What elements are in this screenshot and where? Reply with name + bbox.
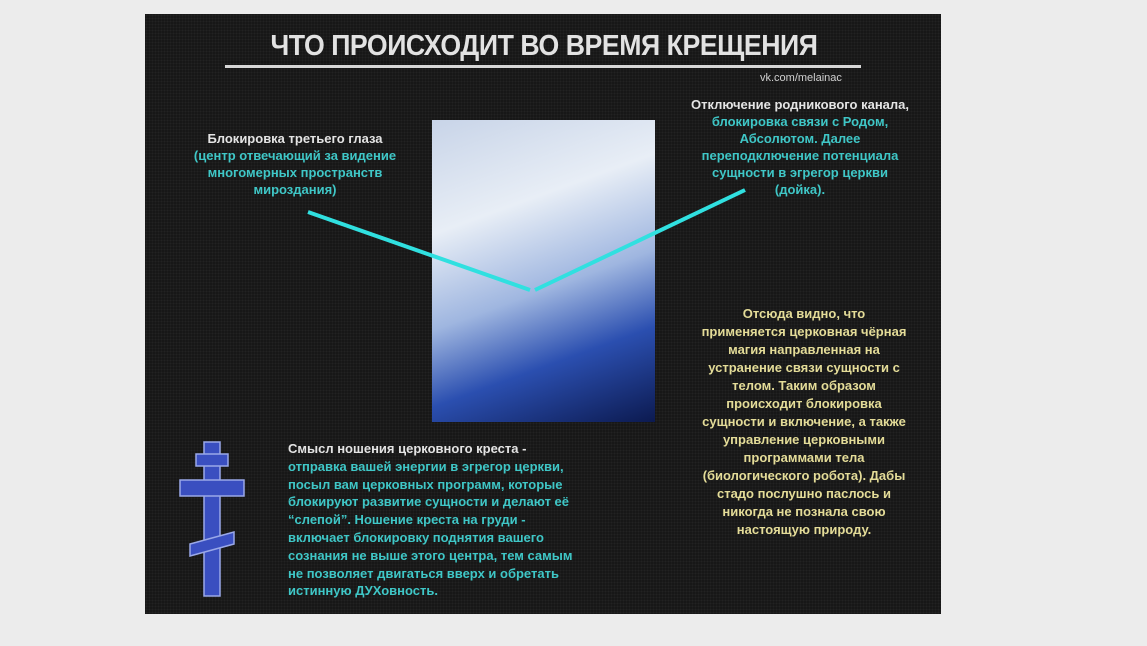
page-title: ЧТО ПРОИСХОДИТ ВО ВРЕМЯ КРЕЩЕНИЯ bbox=[270, 30, 818, 62]
note-line: отправка вашей энергии в эгрегор церкви, bbox=[288, 458, 564, 474]
note-line: многомерных пространств bbox=[207, 165, 383, 180]
note-line: (дойка). bbox=[774, 182, 826, 197]
note-line: включает блокировку поднятия вашего bbox=[288, 529, 544, 545]
note-line: никогда не познала свою bbox=[722, 504, 886, 519]
note-line: применяется церковная чёрная bbox=[701, 324, 907, 339]
note-line: переподключение потенциала bbox=[701, 148, 899, 163]
note-line: Абсолютом. Далее bbox=[739, 131, 861, 146]
conclusion-note bbox=[672, 305, 936, 539]
note-line: посыл вам церковных программ, которые bbox=[288, 476, 563, 492]
note-line: происходит блокировка bbox=[726, 396, 882, 411]
note-line: не позволяет двигаться вверх и обретать bbox=[288, 565, 559, 581]
note-line: магия направленная на bbox=[728, 342, 880, 357]
note-line: (центр отвечающий за видение bbox=[193, 148, 397, 163]
crown-channel-pointer bbox=[535, 190, 745, 290]
note-line: сущности в эгрегор церкви bbox=[711, 165, 888, 180]
source-link: vk.com/melainac bbox=[760, 72, 842, 84]
note-line: сущности и включение, а также bbox=[702, 414, 906, 429]
note-line: (биологического робота). Дабы bbox=[702, 468, 906, 483]
note-heading: Смысл ношения церковного креста - bbox=[288, 441, 527, 456]
note-line: настоящую природу. bbox=[736, 522, 872, 537]
note-line: блокируют развитие сущности и делают её bbox=[288, 494, 570, 510]
note-line: стадо послушно паслось и bbox=[716, 486, 892, 501]
cross-note bbox=[288, 440, 628, 600]
note-line: Отсюда видно, что bbox=[742, 306, 866, 321]
note-heading: Отключение родникового канала, bbox=[690, 97, 910, 112]
note-line: блокировка связи с Родом, bbox=[711, 114, 889, 129]
note-heading: Блокировка третьего глаза bbox=[207, 131, 383, 146]
note-line: “слепой”. Ношение креста на груди - bbox=[288, 512, 526, 528]
note-line: телом. Таким образом bbox=[732, 378, 876, 393]
note-line: устранение связи сущности с bbox=[708, 360, 900, 375]
note-line: мироздания) bbox=[253, 182, 337, 197]
third-eye-pointer bbox=[308, 212, 530, 290]
note-line: программами тела bbox=[743, 450, 865, 465]
orthodox-cross-icon bbox=[178, 440, 246, 600]
note-line: истинную ДУХовность. bbox=[288, 583, 438, 599]
crown-channel-note bbox=[660, 96, 940, 198]
note-line: сознания не выше этого центра, тем самым bbox=[288, 547, 573, 563]
note-line: управление церковными bbox=[722, 432, 886, 447]
third-eye-note bbox=[160, 130, 430, 198]
